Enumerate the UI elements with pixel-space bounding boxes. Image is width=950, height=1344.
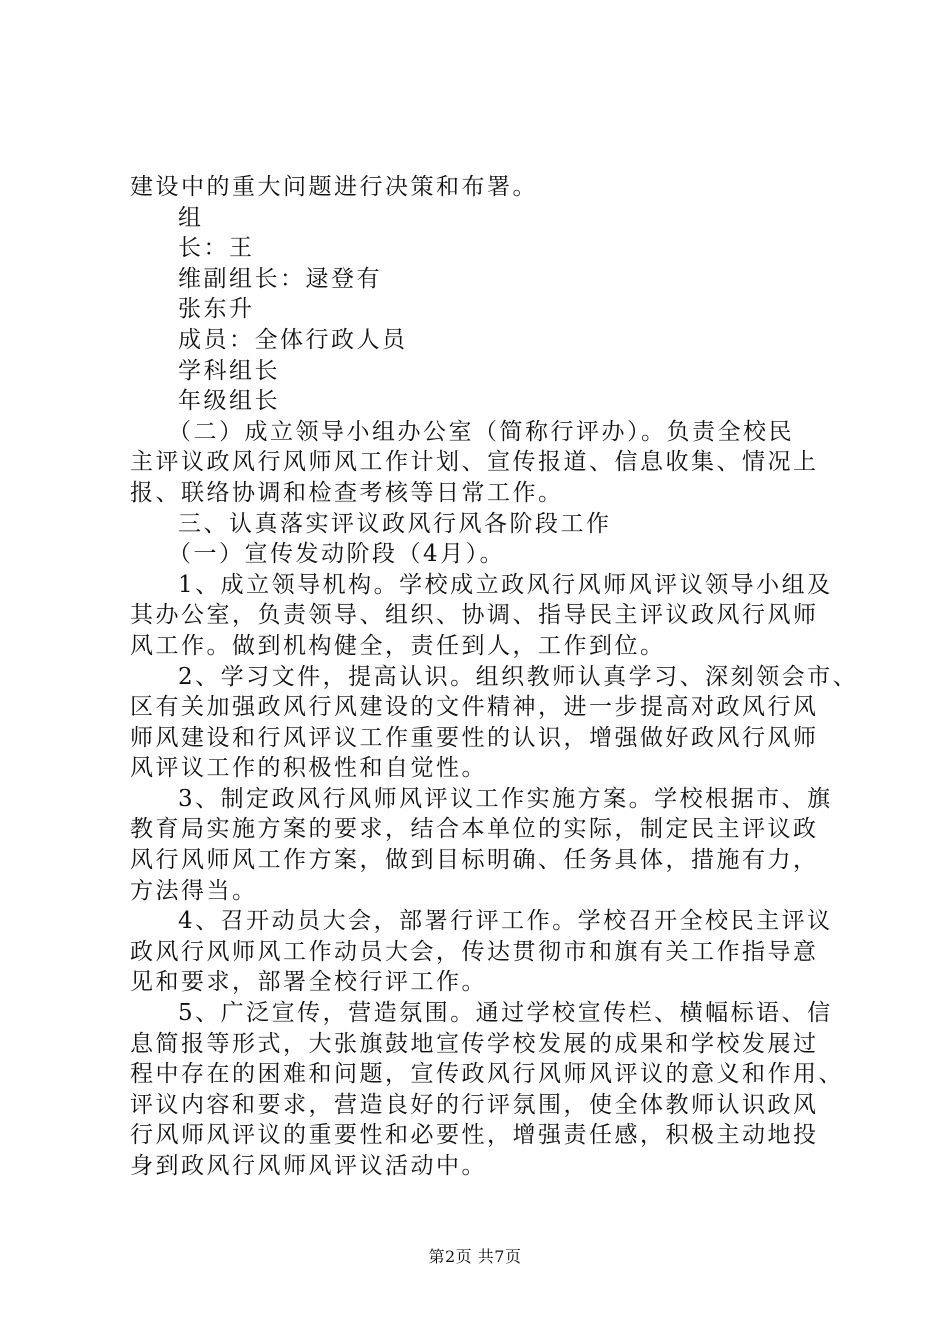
text-line: 政风行风师风工作动员大会，传达贯彻市和旗有关工作指导意 [130,938,819,965]
text-line: 风评议工作的积极性和自觉性。 [130,755,487,782]
text-line: 学科组长 [178,357,280,384]
text-line: 5、广泛宣传，营造氛围。通过学校宣传栏、横幅标语、信 [178,1000,833,1027]
text-line: 组 [178,204,204,231]
text-line: 评议内容和要求，营造良好的行评氛围，使全体教师认识政风 [130,1091,819,1118]
text-line: 方法得当。 [130,877,258,904]
text-line: 见和要求，部署全校行评工作。 [130,969,487,996]
text-line: 行风师风评议的重要性和必要性，增强责任感，积极主动地投 [130,1122,819,1149]
text-line: 4、召开动员大会，部署行评工作。学校召开全校民主评议 [178,908,833,935]
text-line: 风行风师风工作方案，做到目标明确、任务具体，措施有力， [130,847,819,874]
text-line: 3、制定政风行风师风评议工作实施方案。学校根据市、旗 [178,785,833,812]
text-line: 息简报等形式，大张旗鼓地宣传学校发展的成果和学校发展过 [130,1030,819,1057]
document-body [130,172,859,1182]
text-line: 长：王 [178,235,255,262]
text-line: 三、认真落实评议政风行风各阶段工作 [178,510,612,537]
text-line: 1、成立领导机构。学校成立政风行风师风评议领导小组及 [178,571,833,598]
text-line: 教育局实施方案的要求，结合本单位的实际，制定民主评议政 [130,816,819,843]
text-line: 维副组长：逯登有 [178,265,382,292]
text-line: 区有关加强政风行风建设的文件精神，进一步提高对政风行风 [130,694,819,721]
text-line: （二）成立领导小组办公室（简称行评办）。负责全校民 [168,418,794,445]
text-line: 主评议政风行风师风工作计划、宣传报道、信息收集、情况上 [130,449,819,476]
text-line: 身到政风行风师风评议活动中。 [130,1153,487,1179]
text-line: 年级组长 [178,388,280,415]
text-line: 建设中的重大问题进行决策和布署。 [130,174,538,200]
text-line: 师风建设和行风评议工作重要性的认识，增强做好政风行风师 [130,724,819,751]
page-footer: 第2页 共7页 [428,1247,522,1266]
text-line: 2、学习文件，提高认识。组织教师认真学习、深刻领会市、 [178,663,859,690]
text-line: （一）宣传发动阶段（4月）。 [168,541,506,568]
text-line: 成员：全体行政人员 [178,326,408,353]
text-line: 风工作。做到机构健全，责任到人，工作到位。 [130,632,666,659]
text-line: 报、联络协调和检查考核等日常工作。 [130,479,564,506]
text-line: 其办公室，负责领导、组织、协调、指导民主评议政风行风师 [130,602,819,629]
text-line: 程中存在的困难和问题，宣传政风行风师风评议的意义和作用、 [130,1061,844,1088]
text-line: 张东升 [178,296,255,323]
